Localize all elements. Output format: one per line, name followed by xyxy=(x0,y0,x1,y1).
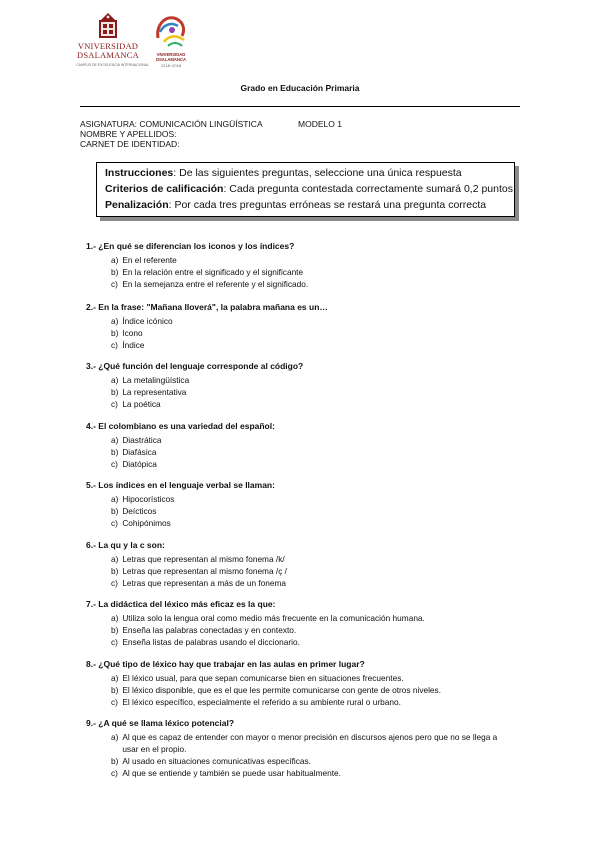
option-text: Índice xyxy=(122,340,145,350)
university-tagline: CAMPUS DE EXCELENCIA INTERNACIONAL xyxy=(76,63,150,67)
option-letter: a) xyxy=(111,673,119,683)
answer-option[interactable] xyxy=(111,505,526,517)
answer-option[interactable] xyxy=(111,398,526,410)
question-title: 8.- ¿Qué tipo de léxico hay que trabajar en las aulas en primer lugar? xyxy=(86,659,365,669)
option-letter: b) xyxy=(111,328,119,338)
option-text: Enseña listas de palabras usando el diccionario. xyxy=(122,637,300,647)
option-text: En la semejanza entre el referente y el significado. xyxy=(122,279,309,289)
answer-option[interactable] xyxy=(111,374,526,386)
university-name-line-2: DSALAMANCA xyxy=(77,50,139,60)
option-letter: a) xyxy=(111,554,119,564)
option-letter: b) xyxy=(111,566,119,576)
answer-option[interactable] xyxy=(111,266,526,278)
answer-option[interactable] xyxy=(111,315,526,327)
answer-options xyxy=(86,672,526,708)
answer-option[interactable] xyxy=(111,278,526,290)
answer-option[interactable] xyxy=(111,553,526,565)
option-text: Deícticos xyxy=(122,506,157,516)
option-letter: c) xyxy=(111,399,118,409)
answer-option[interactable] xyxy=(111,696,526,708)
anniversary-emblem-icon xyxy=(154,12,188,50)
answer-option[interactable] xyxy=(111,493,526,505)
question-9 xyxy=(86,718,526,779)
option-text: Diastrática xyxy=(122,435,162,445)
option-letter: c) xyxy=(111,768,118,778)
option-text: Hipocorísticos xyxy=(122,494,175,504)
question-4 xyxy=(86,421,526,470)
subject-label: ASIGNATURA: COMUNICACIÓN LINGÜÍSTICA xyxy=(80,119,263,129)
criteria-line xyxy=(105,183,513,196)
question-6 xyxy=(86,540,526,589)
answer-options xyxy=(86,731,526,779)
option-text: Letras que representan al mismo fonema /ç / xyxy=(122,566,287,576)
option-letter: a) xyxy=(111,494,119,504)
university-name xyxy=(76,42,140,60)
question-8 xyxy=(86,659,526,708)
option-text: El léxico específico, especialmente el referido a su ambiente rural o urbano. xyxy=(122,697,401,707)
penalty-line xyxy=(105,199,486,212)
option-text: Icono xyxy=(122,328,143,338)
anniversary-logo xyxy=(148,12,198,72)
question-title: 5.- Los índices en el lenguaje verbal se llaman: xyxy=(86,480,275,490)
university-crest-icon xyxy=(96,12,120,40)
option-letter: c) xyxy=(111,340,118,350)
answer-option[interactable] xyxy=(111,327,526,339)
answer-option[interactable] xyxy=(111,672,526,684)
answer-option[interactable] xyxy=(111,624,526,636)
instructions-text: : De las siguientes preguntas, seleccione una única respuesta xyxy=(173,167,462,179)
answer-options xyxy=(86,315,526,351)
option-text: Al que se entiende y también se puede usar habitualmente. xyxy=(122,768,341,778)
option-text: La representativa xyxy=(122,387,187,397)
option-letter: b) xyxy=(111,685,119,695)
answer-option[interactable] xyxy=(111,684,526,696)
answer-option[interactable] xyxy=(111,612,526,624)
answer-option[interactable] xyxy=(111,339,526,351)
anniversary-years: 1218~2018 xyxy=(160,63,182,68)
answer-option[interactable] xyxy=(111,577,526,589)
answer-options xyxy=(86,612,526,648)
option-text: Índice icónico xyxy=(122,316,173,326)
id-field-label: CARNET DE IDENTIDAD: xyxy=(80,139,180,149)
option-text: Diatópica xyxy=(122,459,157,469)
header-divider xyxy=(80,106,520,107)
anniversary-name xyxy=(148,52,194,62)
question-title: 9.- ¿A qué se llama léxico potencial? xyxy=(86,718,235,728)
answer-options xyxy=(86,434,526,470)
answer-options xyxy=(86,254,526,290)
option-letter: a) xyxy=(111,613,119,623)
option-letter: c) xyxy=(111,459,118,469)
answer-option[interactable] xyxy=(111,731,526,755)
instructions-label: Instrucciones xyxy=(105,167,174,179)
answer-options xyxy=(86,493,526,529)
question-3 xyxy=(86,361,526,410)
option-text: En la relación entre el significado y el significante xyxy=(122,267,304,277)
option-text: En el referente xyxy=(122,255,177,265)
option-text: El léxico disponible, que es el que les permite comunicarse con gente de otros niveles. xyxy=(122,685,442,695)
criteria-label: Criterios de calificación xyxy=(105,183,224,195)
option-text: Al que es capaz de entender con mayor o menor precisión en discursos ajenos pero que no se llega a usar en el propio. xyxy=(122,732,498,754)
question-title: 7.- La didáctica del léxico más eficaz es la que: xyxy=(86,599,276,609)
option-text: Al usado en situaciones comunicativas específicas. xyxy=(122,756,311,766)
option-letter: b) xyxy=(111,625,119,635)
name-field-label: NOMBRE Y APELLIDOS: xyxy=(80,129,177,139)
option-letter: a) xyxy=(111,435,119,445)
option-letter: a) xyxy=(111,316,119,326)
option-letter: a) xyxy=(111,732,119,742)
question-7 xyxy=(86,599,526,648)
criteria-text: : Cada pregunta contestada correctamente sumará 0,2 puntos xyxy=(223,183,513,195)
answer-option[interactable] xyxy=(111,517,526,529)
question-1 xyxy=(86,241,526,290)
option-text: Letras que representan a más de un fonema xyxy=(122,578,287,588)
option-text: Enseña las palabras conectadas y en contexto. xyxy=(122,625,297,635)
question-5 xyxy=(86,480,526,529)
instructions-box xyxy=(96,162,515,217)
penalty-text: : Por cada tres preguntas erróneas se restará una pregunta correcta xyxy=(168,199,487,211)
option-text: Letras que representan al mismo fonema /k/ xyxy=(122,554,285,564)
question-title: 4.- El colombiano es una variedad del español: xyxy=(86,421,275,431)
question-2 xyxy=(86,302,526,351)
option-letter: c) xyxy=(111,578,118,588)
option-text: La poética xyxy=(122,399,161,409)
page-title: Grado en Educación Primaria xyxy=(240,83,360,93)
option-text: La metalingüística xyxy=(122,375,190,385)
option-letter: a) xyxy=(111,375,119,385)
anniversary-name-line-1: VNIVERSIDAD xyxy=(156,52,186,57)
answer-options xyxy=(86,553,526,589)
option-letter: b) xyxy=(111,387,119,397)
option-letter: c) xyxy=(111,697,118,707)
option-letter: b) xyxy=(111,506,119,516)
question-title: 3.- ¿Qué función del lenguaje corresponde al código? xyxy=(86,361,304,371)
option-text: Cohipónimos xyxy=(122,518,171,528)
option-text: El léxico usual, para que sepan comunicarse bien en situaciones frecuentes. xyxy=(122,673,404,683)
option-letter: a) xyxy=(111,255,119,265)
header-logos xyxy=(76,12,216,72)
answer-option[interactable] xyxy=(111,636,526,648)
question-title: 1.- ¿En qué se diferencian los iconos y los índices? xyxy=(86,241,295,251)
answer-option[interactable] xyxy=(111,755,526,767)
answer-option[interactable] xyxy=(111,254,526,266)
answer-option[interactable] xyxy=(111,458,526,470)
question-title: 2.- En la frase: "Mañana lloverá", la palabra mañana es un… xyxy=(86,302,328,312)
option-letter: c) xyxy=(111,518,118,528)
answer-option[interactable] xyxy=(111,446,526,458)
answer-option[interactable] xyxy=(111,434,526,446)
answer-options xyxy=(86,374,526,410)
anniversary-name-line-2: DSALAMANCA xyxy=(155,57,186,62)
option-letter: b) xyxy=(111,756,119,766)
university-name-line-1: VNIVERSIDAD xyxy=(77,41,139,51)
model-label: MODELO 1 xyxy=(298,119,342,129)
answer-option[interactable] xyxy=(111,565,526,577)
option-letter: c) xyxy=(111,279,118,289)
university-logo xyxy=(76,12,150,72)
question-title: 6.- La qu y la c son: xyxy=(86,540,165,550)
subject-line xyxy=(80,119,342,129)
answer-option[interactable] xyxy=(111,386,526,398)
option-text: Diafásica xyxy=(122,447,157,457)
option-letter: b) xyxy=(111,267,119,277)
penalty-label: Penalización xyxy=(105,199,169,211)
option-letter: b) xyxy=(111,447,119,457)
option-letter: c) xyxy=(111,637,118,647)
instructions-line xyxy=(105,167,462,180)
option-text: Utiliza solo la lengua oral como medio más frecuente en la comunicación humana. xyxy=(122,613,425,623)
answer-option[interactable] xyxy=(111,767,526,779)
